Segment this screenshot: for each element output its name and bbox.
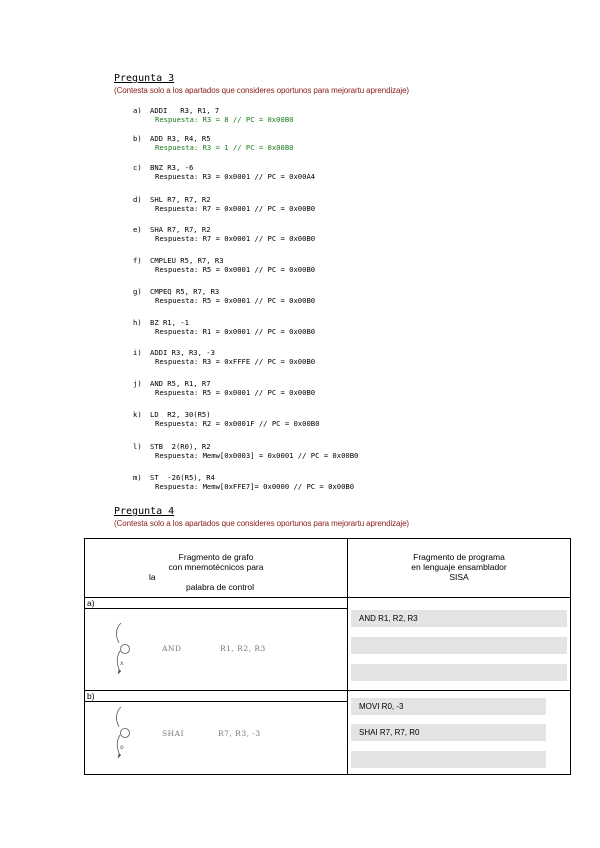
row-b-answer-3[interactable] [351,751,546,768]
item-a: a) ADDI R3, R1, 7 Respuesta: R3 = 8 // PC = 0x00B0 [133,106,294,124]
row-b-label: b) [87,691,95,701]
row-b-label-divider [85,701,347,702]
item-i: i) ADDI R3, R3, -3 Respuesta: R3 = 0xFFFE // PC = 0x00B0 [133,348,316,366]
row-a-answer-1[interactable]: AND R1, R2, R3 [351,610,567,627]
row-b-operands: R7, R3, -3 [218,729,261,738]
item-j: j) AND R5, R1, R7 Respuesta: R5 = 0x0001 // PC = 0x00B0 [133,379,316,397]
row-a-label-divider [85,608,347,609]
item-e: e) SHA R7, R7, R2 Respuesta: R7 = 0x0001 // PC = 0x00B0 [133,225,316,243]
row-a-answer-2[interactable] [351,637,567,654]
row-b-column-divider [347,691,348,774]
svg-text:x: x [120,660,124,667]
item-m: m) ST -26(R5), R4 Respuesta: Memw[0xFFE7]= 0x0000 // PC = 0x00B0 [133,473,355,491]
row-b-mnemonic: SHAI [162,729,185,738]
item-k: k) LD R2, 30(R5) Respuesta: R2 = 0x0001F // PC = 0x00B0 [133,410,320,428]
svg-text:o: o [120,744,124,751]
item-d: d) SHL R7, R7, R2 Respuesta: R7 = 0x0001 // PC = 0x00B0 [133,195,316,213]
row-b [85,691,570,774]
item-b: b) ADD R3, R4, R5 Respuesta: R3 = 1 // PC = 0x00B0 [133,134,294,152]
item-g: g) CMPEQ R5, R7, R3 Respuesta: R5 = 0x0001 // PC = 0x00B0 [133,287,316,305]
graph-node-icon [109,705,139,761]
row-a [85,598,570,691]
row-a-operands: R1, R2, R3 [220,644,266,653]
row-a-mnemonic: AND [162,644,182,653]
question-4-subtitle: (Contesta solo a los apartados que consideres oportunos para mejorartu aprendizaje) [114,519,409,528]
row-a-answer-3[interactable] [351,664,567,681]
item-l: l) STB 2(R0), R2 Respuesta: Memw[0x0003] = 0x0001 // PC = 0x00B0 [133,442,359,460]
question-4-title: Pregunta 4 [114,506,175,517]
row-a-label: a) [87,598,95,608]
item-f: f) CMPLEU R5, R7, R3 Respuesta: R5 = 0x0001 // PC = 0x00B0 [133,256,316,274]
row-a-column-divider [347,598,348,690]
header-graph-fragment: Fragmento de grafo con mnemotécnicos para la palabra de control [85,539,348,598]
question-3-subtitle: (Contesta solo a los apartados que consideres oportunos para mejorartu aprendizaje) [114,86,409,95]
item-c: c) BNZ R3, -6 Respuesta: R3 = 0x0001 // PC = 0x00A4 [133,163,316,181]
question-3-title: Pregunta 3 [114,73,175,84]
fragment-table [84,538,571,775]
header-program-fragment: Fragmento de programa en lenguaje ensamblador SISA [348,539,570,598]
row-b-answer-2[interactable]: SHAI R7, R7, R0 [351,724,546,741]
row-b-answer-1[interactable]: MOVI R0, -3 [351,698,546,715]
item-h: h) BZ R1, -1 Respuesta: R1 = 0x0001 // PC = 0x00B0 [133,318,316,336]
graph-node-icon [109,621,139,677]
